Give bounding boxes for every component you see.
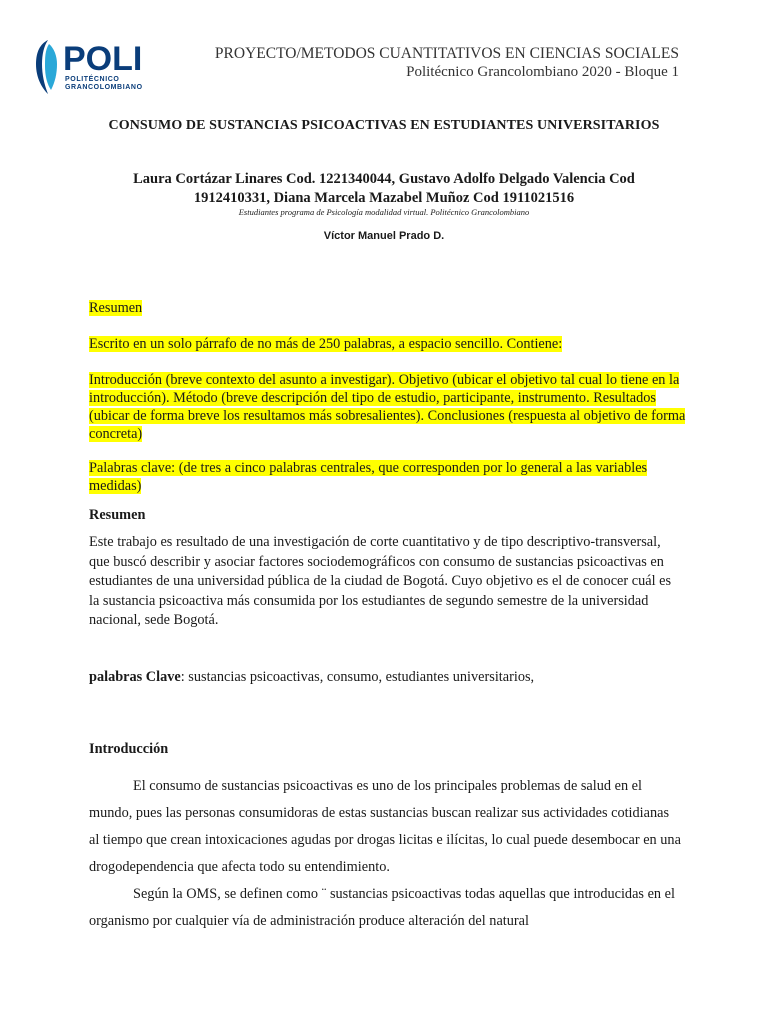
logo-wordmark: POLI	[63, 40, 143, 78]
resumen-heading: Resumen	[89, 507, 146, 523]
paper-title: CONSUMO DE SUSTANCIAS PSICOACTIVAS EN ESTUDIANTES UNIVERSITARIOS	[108, 118, 660, 133]
template-intro-instructions	[89, 371, 689, 443]
highlighted-text: Introducción (breve contexto del asunto a investigar). Objetivo (ubicar el objetivo tal cual lo tiene en la introducción). Método (breve descripción del tipo de estudio, participante, instrumento. Resultados (ubicar de forma breve los resultamos más sobresalientes). Conclusiones (respuesta al objetivo de forma concreta)	[89, 372, 686, 442]
paragraph: El consumo de sustancias psicoactivas es uno de los principales problemas de salud en el mundo, pues las personas consumidoras de estas sustancias buscan realizar sus actividades cotidianas al tiempo que crean intoxicaciones agudas por drogas licitas e ilícitas, lo cual puede desembocar en una drogodependencia que afecta todo su entendimiento.	[89, 778, 681, 875]
introduccion-heading: Introducción	[89, 741, 169, 757]
logo-sub-line1: POLITÉCNICO	[65, 76, 120, 83]
affiliation: Estudiantes programa de Psicología modalidad virtual. Politécnico Grancolombiano	[238, 207, 530, 217]
template-escrito	[89, 335, 689, 353]
running-header	[215, 44, 679, 82]
authors: Laura Cortázar Linares Cod. 1221340044, Gustavo Adolfo Delgado Valencia Cod 1912410331, Diana Marcela Mazabel Muñoz Cod 1911021516	[133, 171, 635, 206]
poli-logo	[33, 38, 153, 96]
keywords-label: palabras Clave	[89, 669, 181, 685]
highlighted-text: Escrito en un solo párrafo de no más de 250 palabras, a espacio sencillo. Contiene:	[89, 336, 563, 352]
resumen-body: Este trabajo es resultado de una investigación de corte cuantitativo y de tipo descriptivo-transversal, que buscó describir y asociar factores sociodemográficos con consumo de sustancias psicoactivas en estudiantes de una universidad pública de la ciudad de Bogotá. Cuyo objetivo es el de conocer cuál es la sustancia psicoactiva más consumida por los estudiantes de segundo semestre de la universidad nacional, sede Bogotá.	[89, 534, 672, 628]
logo-sub-line2: GRANCOLOMBIANO	[65, 84, 143, 91]
course-name: PROYECTO/METODOS CUANTITATIVOS EN CIENCIAS SOCIALES	[214, 45, 679, 62]
institution-line: Politécnico Grancolombiano 2020 - Bloque 1	[406, 64, 679, 80]
paragraph: Según la OMS, se definen como ¨ sustancias psicoactivas todas aquellas que introducidas en el organismo por cualquier vía de administración produce alteración del natural	[89, 886, 675, 929]
keywords-line	[89, 669, 689, 686]
keywords-text: : sustancias psicoactivas, consumo, estudiantes universitarios,	[180, 669, 535, 685]
highlighted-text: Resumen	[89, 300, 143, 316]
logo-subtitle	[65, 76, 143, 92]
template-resumen-label	[89, 299, 689, 317]
template-palabras-instructions	[89, 459, 689, 495]
advisor-name: Víctor Manuel Prado D.	[323, 230, 445, 242]
poli-shield-icon	[33, 38, 63, 96]
introduccion-body	[89, 773, 681, 935]
highlighted-text: Palabras clave: (de tres a cinco palabras centrales, que corresponden por lo general a las variables medidas)	[89, 460, 648, 494]
